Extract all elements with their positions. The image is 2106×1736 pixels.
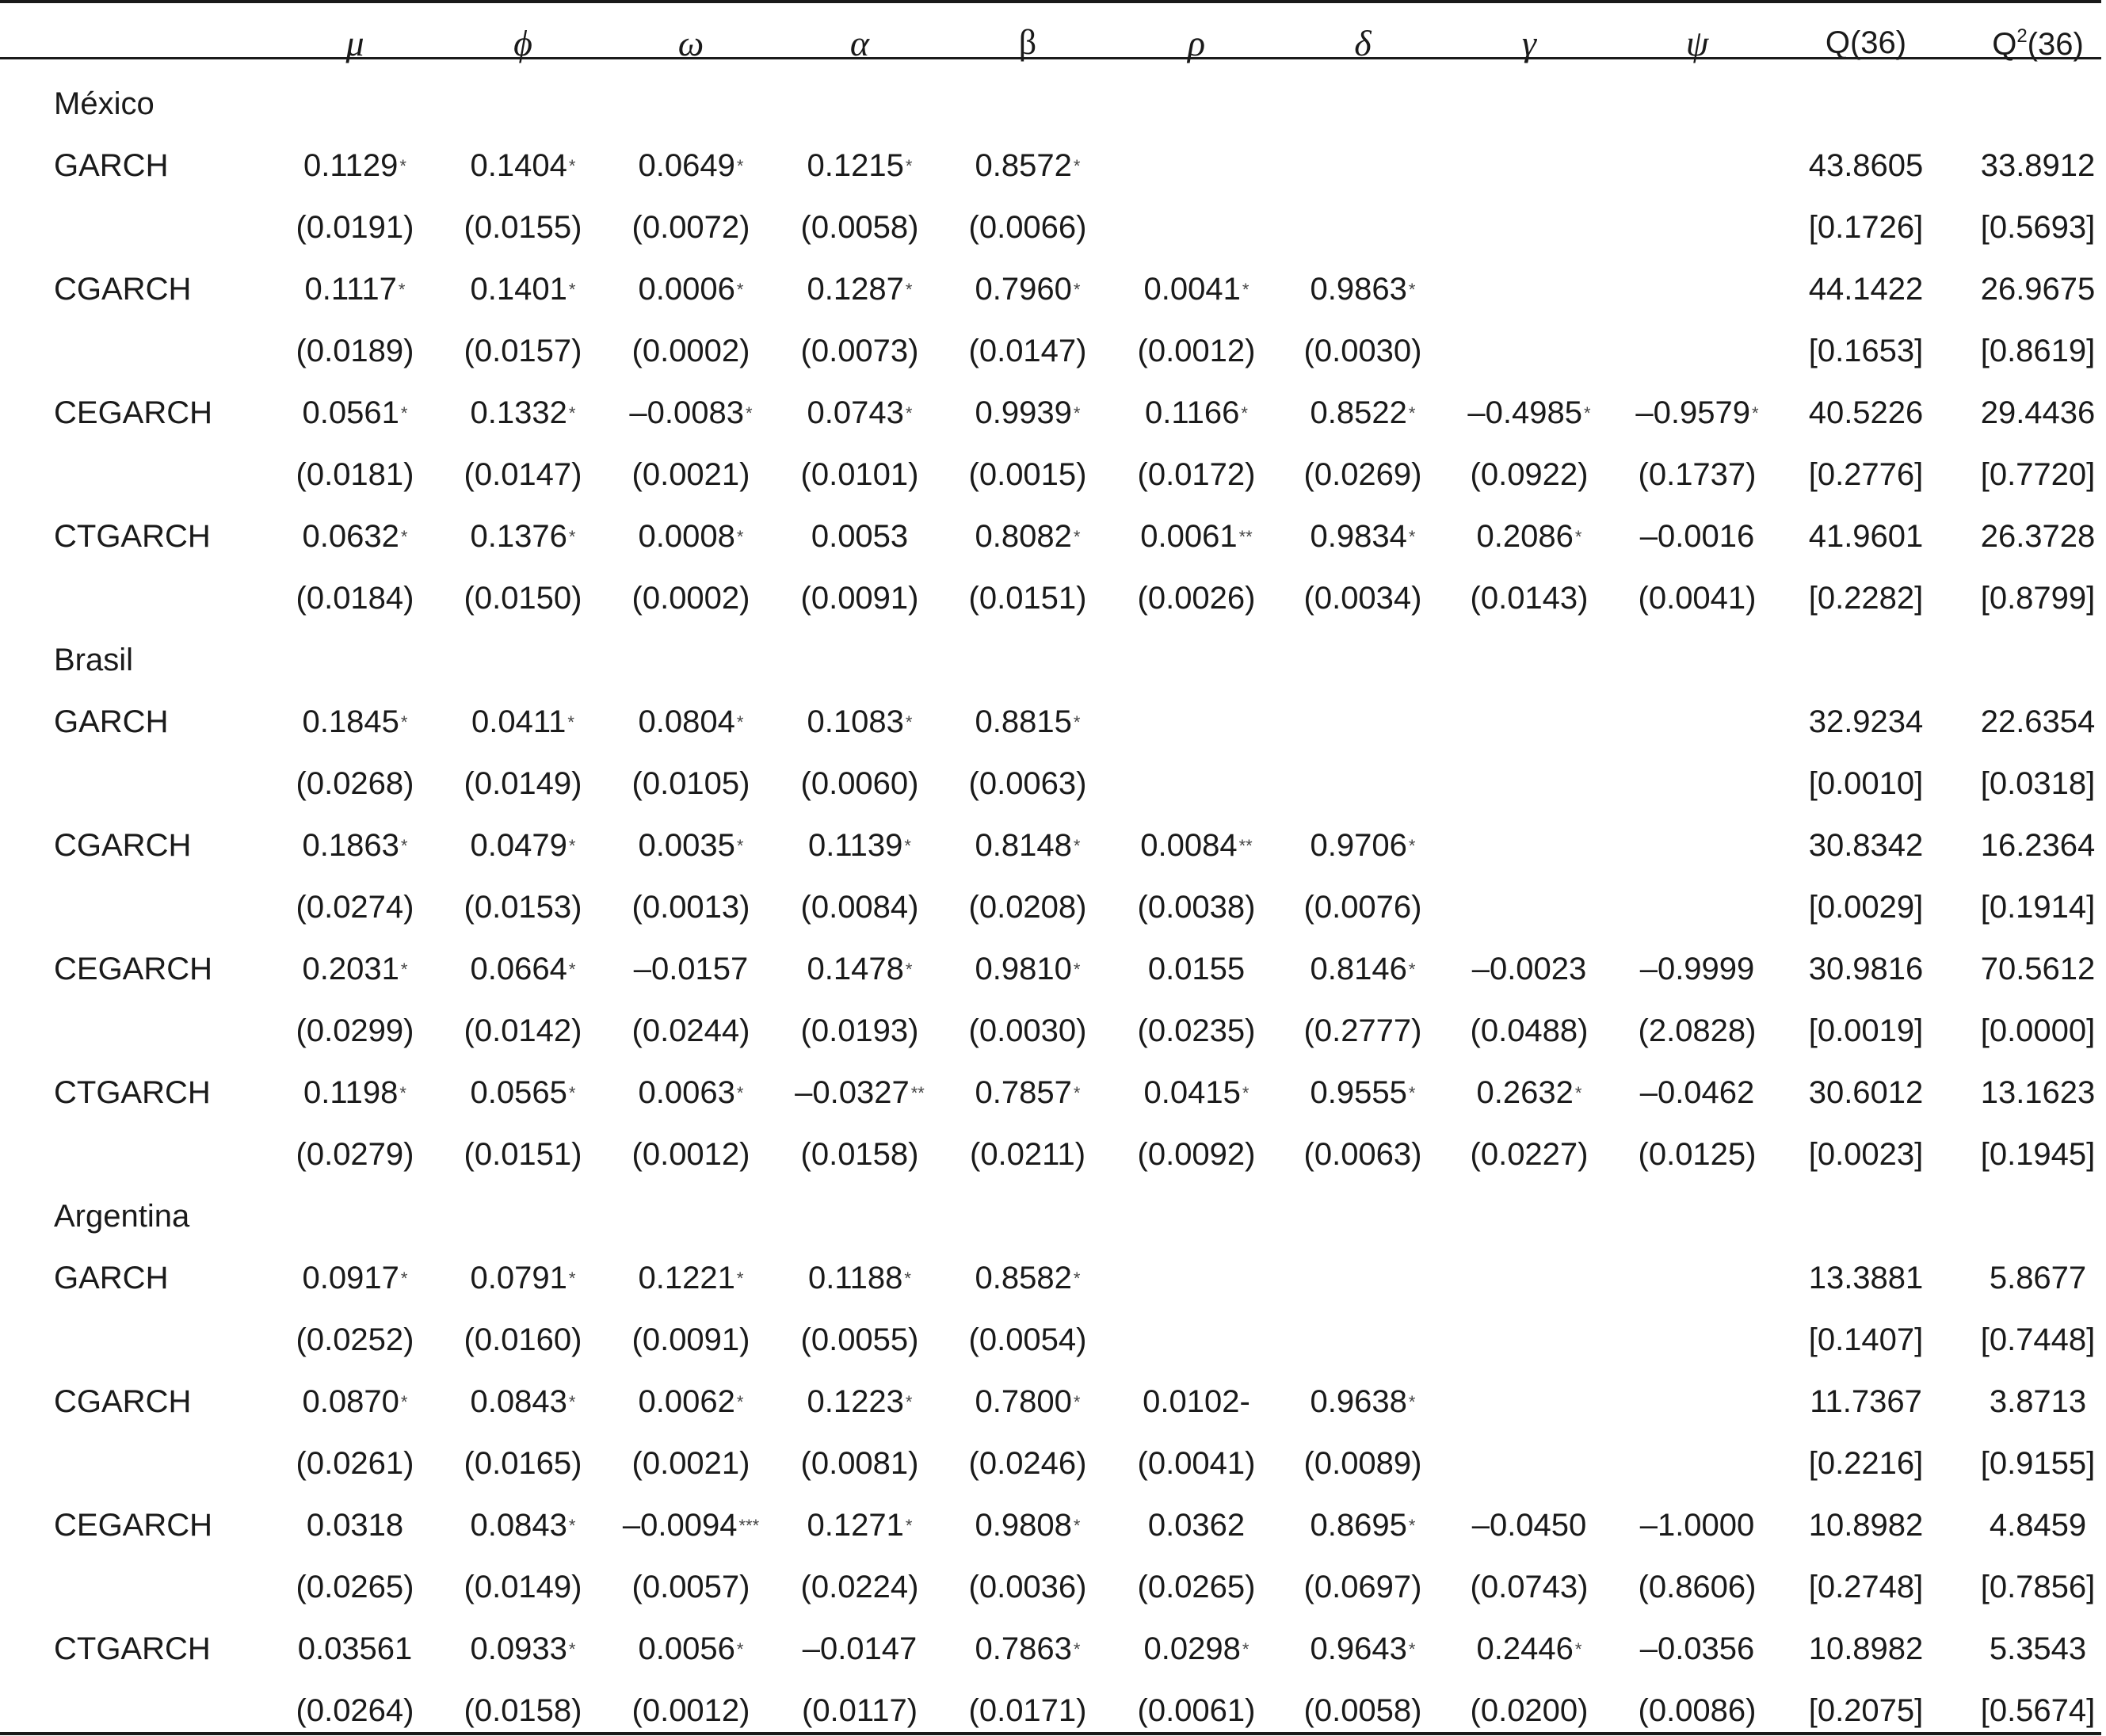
estimate-cell: 0.1863* xyxy=(302,828,408,863)
stderr-cell: (0.0246) xyxy=(968,1446,1087,1481)
stderr-cell: (0.0058) xyxy=(1303,1693,1422,1728)
estimate-cell: 0.03561 xyxy=(297,1631,413,1666)
stderr-cell: (0.0092) xyxy=(1137,1137,1256,1172)
stderr-cell: (0.0015) xyxy=(968,457,1087,492)
stderr-cell: (0.0041) xyxy=(1638,581,1757,616)
stderr-cell: [0.0318] xyxy=(1980,766,2096,801)
stderr-cell: [0.8799] xyxy=(1980,581,2096,616)
estimate-cell: 0.8146* xyxy=(1310,952,1416,986)
stderr-cell: (0.0244) xyxy=(631,1013,750,1048)
stderr-cell: [0.8619] xyxy=(1980,334,2096,368)
stderr-cell: (0.0012) xyxy=(1137,334,1256,368)
stderr-cell: (0.0058) xyxy=(800,210,919,245)
estimate-cell: –0.0450 xyxy=(1471,1508,1587,1543)
estimate-cell: 0.0917* xyxy=(302,1261,408,1295)
estimate-cell: –0.0356 xyxy=(1639,1631,1755,1666)
stderr-cell: (0.0158) xyxy=(464,1693,582,1728)
estimate-cell: 0.0041* xyxy=(1143,272,1249,307)
estimate-cell: 11.7367 xyxy=(1810,1384,1922,1419)
estimate-cell: 0.1271* xyxy=(807,1508,913,1543)
model-label: CEGARCH xyxy=(54,395,213,430)
estimate-cell: 0.0053 xyxy=(811,519,909,554)
estimate-cell: –0.9999 xyxy=(1639,952,1755,986)
model-label: CEGARCH xyxy=(54,1508,213,1543)
estimate-cell: –0.0083* xyxy=(629,395,753,430)
stderr-cell: [0.7448] xyxy=(1980,1322,2096,1357)
stderr-cell: (0.0055) xyxy=(800,1322,919,1357)
estimate-cell: 44.1422 xyxy=(1808,272,1924,307)
model-label: GARCH xyxy=(54,148,169,183)
stderr-cell: (0.0002) xyxy=(631,581,750,616)
stderr-cell: (0.2777) xyxy=(1303,1013,1422,1048)
stderr-cell: (0.0149) xyxy=(464,766,582,801)
stderr-cell: [0.1407] xyxy=(1808,1322,1924,1357)
estimate-cell: 0.9939* xyxy=(975,395,1081,430)
stderr-cell: [0.5693] xyxy=(1980,210,2096,245)
col-header-7: γ xyxy=(1521,23,1537,63)
stderr-cell: (0.0063) xyxy=(1303,1137,1422,1172)
estimate-cell: 0.1401* xyxy=(470,272,576,307)
estimate-cell: 32.9234 xyxy=(1808,704,1924,739)
stderr-cell: [0.0029] xyxy=(1808,890,1924,925)
stderr-cell: (0.0697) xyxy=(1303,1570,1422,1604)
stderr-cell: (0.0125) xyxy=(1638,1137,1757,1172)
estimate-cell: 0.8148* xyxy=(975,828,1081,863)
stderr-cell: (0.0261) xyxy=(296,1446,414,1481)
estimate-cell: 30.8342 xyxy=(1808,828,1924,863)
stderr-cell: [0.1726] xyxy=(1808,210,1924,245)
stderr-cell: (0.0153) xyxy=(464,890,582,925)
stderr-cell: [0.1914] xyxy=(1980,890,2096,925)
stderr-cell: (0.0211) xyxy=(969,1137,1086,1172)
col-header-0: μ xyxy=(345,23,364,63)
estimate-cell: 30.6012 xyxy=(1808,1075,1924,1110)
estimate-cell: 0.8082* xyxy=(975,519,1081,554)
stderr-cell: (0.0149) xyxy=(464,1570,582,1604)
stderr-cell: (0.0269) xyxy=(1303,457,1422,492)
estimate-cell: 0.0870* xyxy=(302,1384,408,1419)
stderr-cell: (0.0265) xyxy=(296,1570,414,1604)
stderr-cell: [0.2748] xyxy=(1808,1570,1924,1604)
stderr-cell: (0.0252) xyxy=(296,1322,414,1357)
estimate-cell: –0.4985* xyxy=(1467,395,1591,430)
estimate-cell: 10.8982 xyxy=(1808,1631,1924,1666)
estimate-cell: –0.0147 xyxy=(802,1631,918,1666)
header-rule xyxy=(0,57,2101,59)
stderr-cell: (0.0084) xyxy=(800,890,919,925)
stderr-cell: (0.0063) xyxy=(968,766,1087,801)
stderr-cell: (0.0142) xyxy=(464,1013,582,1048)
estimate-cell: 0.0362 xyxy=(1147,1508,1246,1543)
estimate-cell: 13.3881 xyxy=(1808,1261,1924,1295)
estimate-cell: 0.0632* xyxy=(302,519,408,554)
stderr-cell: (0.0265) xyxy=(1137,1570,1256,1604)
estimate-cell: 0.0298* xyxy=(1143,1631,1249,1666)
stderr-cell: (0.0200) xyxy=(1470,1693,1589,1728)
estimate-cell: 0.1198* xyxy=(303,1075,406,1110)
estimate-cell: 0.2086* xyxy=(1476,519,1582,554)
stderr-cell: (0.0012) xyxy=(631,1693,750,1728)
estimate-cell: 0.2031* xyxy=(302,952,408,986)
estimate-cell: 0.9863* xyxy=(1310,272,1416,307)
estimate-cell: 13.1623 xyxy=(1980,1075,2096,1110)
stderr-cell: (0.0181) xyxy=(296,457,414,492)
estimate-cell: –0.0094*** xyxy=(622,1508,760,1543)
stderr-cell: (2.0828) xyxy=(1638,1013,1757,1048)
stderr-cell: (0.0172) xyxy=(1137,457,1256,492)
section-title: Brasil xyxy=(54,643,134,677)
stderr-cell: (0.0091) xyxy=(800,581,919,616)
stderr-cell: [0.2075] xyxy=(1808,1693,1924,1728)
estimate-cell: 0.0804* xyxy=(638,704,744,739)
estimate-cell: 0.0008* xyxy=(638,519,744,554)
stderr-cell: (0.0235) xyxy=(1137,1013,1256,1048)
estimate-cell: 29.4436 xyxy=(1980,395,2096,430)
estimate-cell: 0.7857* xyxy=(975,1075,1081,1110)
estimate-cell: 26.9675 xyxy=(1980,272,2096,307)
estimate-cell: –1.0000 xyxy=(1639,1508,1755,1543)
estimate-cell: 0.1287* xyxy=(807,272,913,307)
section-title: México xyxy=(54,86,155,121)
stderr-cell: (0.0021) xyxy=(631,1446,750,1481)
stderr-cell: (0.0274) xyxy=(296,890,414,925)
estimate-cell: 0.9555* xyxy=(1310,1075,1416,1110)
stderr-cell: [0.1945] xyxy=(1980,1137,2096,1172)
estimate-cell: 0.2446* xyxy=(1476,1631,1582,1666)
stderr-cell: (0.0227) xyxy=(1470,1137,1589,1172)
estimate-cell: 0.1376* xyxy=(470,519,576,554)
bottom-rule xyxy=(0,1732,2101,1735)
stderr-cell: (0.0081) xyxy=(800,1446,919,1481)
estimate-cell: 0.0061** xyxy=(1140,519,1253,554)
col-header-2: ω xyxy=(677,23,704,63)
estimate-cell: 0.9638* xyxy=(1310,1384,1416,1419)
estimate-cell: 0.0664* xyxy=(470,952,576,986)
col-header-3: α xyxy=(849,23,870,63)
stderr-cell: (0.0101) xyxy=(800,457,919,492)
estimate-cell: 0.1129* xyxy=(303,148,406,183)
stderr-cell: [0.0000] xyxy=(1980,1013,2096,1048)
estimate-cell: 0.0561* xyxy=(302,395,408,430)
stderr-cell: [0.2282] xyxy=(1808,581,1924,616)
model-label: GARCH xyxy=(54,704,169,739)
stderr-cell: (0.0743) xyxy=(1470,1570,1589,1604)
estimate-cell: 16.2364 xyxy=(1980,828,2096,863)
estimate-cell: 0.1166* xyxy=(1145,395,1248,430)
estimate-cell: –0.0462 xyxy=(1639,1075,1755,1110)
estimate-cell: 0.1221* xyxy=(638,1261,744,1295)
stderr-cell: [0.7856] xyxy=(1980,1570,2096,1604)
stderr-cell: (0.0030) xyxy=(968,1013,1087,1048)
estimate-cell: 0.0056* xyxy=(638,1631,744,1666)
model-label: CEGARCH xyxy=(54,952,213,986)
estimate-cell: 70.5612 xyxy=(1980,952,2096,986)
estimate-cell: 0.7960* xyxy=(975,272,1081,307)
estimate-cell: 0.0102- xyxy=(1143,1384,1250,1419)
col-header-6: δ xyxy=(1354,23,1372,63)
col-header-1: ϕ xyxy=(513,23,532,63)
estimate-cell: 4.8459 xyxy=(1989,1508,2087,1543)
stderr-cell: (0.0026) xyxy=(1137,581,1256,616)
estimate-cell: 0.0649* xyxy=(638,148,744,183)
estimate-cell: 0.1188* xyxy=(808,1261,911,1295)
estimate-cell: 0.9643* xyxy=(1310,1631,1416,1666)
col-header-9: Q(36) xyxy=(1825,25,1907,60)
estimate-cell: 33.8912 xyxy=(1980,148,2096,183)
estimate-cell: 0.0063* xyxy=(638,1075,744,1110)
top-rule xyxy=(0,0,2101,3)
stderr-cell: (0.0150) xyxy=(464,581,582,616)
estimate-cell: 0.1478* xyxy=(807,952,913,986)
estimate-cell: 0.9706* xyxy=(1310,828,1416,863)
estimate-cell: 0.0479* xyxy=(470,828,576,863)
estimate-cell: 26.3728 xyxy=(1980,519,2096,554)
stderr-cell: (0.0488) xyxy=(1470,1013,1589,1048)
stderr-cell: (0.0076) xyxy=(1303,890,1422,925)
estimate-cell: –0.0157 xyxy=(633,952,749,986)
stderr-cell: [0.5674] xyxy=(1980,1693,2096,1728)
stderr-cell: (0.0922) xyxy=(1470,457,1589,492)
estimate-cell: 40.5226 xyxy=(1808,395,1924,430)
estimate-cell: 43.8605 xyxy=(1808,148,1924,183)
stderr-cell: (0.8606) xyxy=(1638,1570,1757,1604)
estimate-cell: 0.0084** xyxy=(1140,828,1253,863)
estimate-cell: 0.1215* xyxy=(807,148,913,183)
model-label: CGARCH xyxy=(54,272,192,307)
model-label: CGARCH xyxy=(54,828,192,863)
estimate-cell: 0.0035* xyxy=(638,828,744,863)
stderr-cell: (0.0299) xyxy=(296,1013,414,1048)
stderr-cell: [0.0010] xyxy=(1808,766,1924,801)
stderr-cell: [0.9155] xyxy=(1980,1446,2096,1481)
col-header-4: β xyxy=(1018,23,1037,62)
stderr-cell: [0.7720] xyxy=(1980,457,2096,492)
stderr-cell: (0.0157) xyxy=(464,334,582,368)
estimate-cell: 5.8677 xyxy=(1989,1261,2087,1295)
col-header-q2-36: $Q^2(36)$ xyxy=(1992,25,2084,62)
stderr-cell: (0.0061) xyxy=(1137,1693,1256,1728)
stderr-cell: (0.0089) xyxy=(1303,1446,1422,1481)
model-label: CGARCH xyxy=(54,1384,192,1419)
stderr-cell: (0.0147) xyxy=(968,334,1087,368)
estimate-cell: 0.9810* xyxy=(975,952,1081,986)
stderr-cell: [0.2216] xyxy=(1808,1446,1924,1481)
stderr-cell: [0.1653] xyxy=(1808,334,1924,368)
estimate-cell: 0.8815* xyxy=(975,704,1081,739)
estimate-cell: 0.8522* xyxy=(1310,395,1416,430)
estimate-cell: 0.0843* xyxy=(470,1384,576,1419)
estimate-cell: 0.1223* xyxy=(807,1384,913,1419)
estimate-cell: 0.0062* xyxy=(638,1384,744,1419)
estimate-cell: 0.1117* xyxy=(304,272,406,307)
section-title: Argentina xyxy=(54,1199,190,1234)
estimate-cell: 10.8982 xyxy=(1808,1508,1924,1543)
estimate-cell: 0.1083* xyxy=(807,704,913,739)
estimate-cell: 22.6354 xyxy=(1980,704,2096,739)
stderr-cell: (0.0184) xyxy=(296,581,414,616)
estimate-cell: –0.0327** xyxy=(795,1075,925,1110)
estimate-cell: 0.0006* xyxy=(638,272,744,307)
stderr-cell: (0.1737) xyxy=(1638,457,1757,492)
estimate-cell: 5.3543 xyxy=(1989,1631,2087,1666)
estimate-cell: 0.8582* xyxy=(975,1261,1081,1295)
estimate-cell: 0.0155 xyxy=(1147,952,1246,986)
stderr-cell: (0.0151) xyxy=(464,1137,582,1172)
stderr-cell: (0.0191) xyxy=(296,210,414,245)
estimate-cell: 0.1332* xyxy=(470,395,576,430)
stderr-cell: (0.0160) xyxy=(464,1322,582,1357)
estimate-cell: 3.8713 xyxy=(1989,1384,2087,1419)
stderr-cell: (0.0036) xyxy=(968,1570,1087,1604)
estimate-cell: 0.2632* xyxy=(1476,1075,1582,1110)
stderr-cell: [0.0019] xyxy=(1808,1013,1924,1048)
stderr-cell: (0.0155) xyxy=(464,210,582,245)
estimate-cell: 41.9601 xyxy=(1808,519,1924,554)
estimate-cell: –0.9579* xyxy=(1635,395,1759,430)
estimate-cell: 0.0415* xyxy=(1143,1075,1249,1110)
estimate-cell: 30.9816 xyxy=(1808,952,1924,986)
stderr-cell: (0.0264) xyxy=(296,1693,414,1728)
stderr-cell: (0.0012) xyxy=(631,1137,750,1172)
stderr-cell: (0.0057) xyxy=(631,1570,750,1604)
stderr-cell: (0.0041) xyxy=(1137,1446,1256,1481)
stderr-cell: (0.0002) xyxy=(631,334,750,368)
stderr-cell: (0.0060) xyxy=(800,766,919,801)
stderr-cell: (0.0086) xyxy=(1638,1693,1757,1728)
stderr-cell: (0.0030) xyxy=(1303,334,1422,368)
stderr-cell: (0.0072) xyxy=(631,210,750,245)
stderr-cell: (0.0268) xyxy=(296,766,414,801)
model-label: GARCH xyxy=(54,1261,169,1295)
estimate-cell: 0.1404* xyxy=(470,148,576,183)
estimate-cell: 0.0843* xyxy=(470,1508,576,1543)
estimate-cell: –0.0023 xyxy=(1471,952,1587,986)
model-label: CTGARCH xyxy=(54,519,211,554)
estimate-cell: 0.0933* xyxy=(470,1631,576,1666)
stderr-cell: (0.0208) xyxy=(968,890,1087,925)
stderr-cell: (0.0073) xyxy=(800,334,919,368)
model-label: CTGARCH xyxy=(54,1631,211,1666)
stderr-cell: (0.0054) xyxy=(968,1322,1087,1357)
stderr-cell: (0.0224) xyxy=(800,1570,919,1604)
estimate-cell: 0.9834* xyxy=(1310,519,1416,554)
estimate-cell: 0.8572* xyxy=(975,148,1081,183)
stderr-cell: [0.0023] xyxy=(1808,1137,1924,1172)
estimate-cell: 0.8695* xyxy=(1310,1508,1416,1543)
stderr-cell: (0.0066) xyxy=(968,210,1087,245)
estimate-cell: 0.1845* xyxy=(302,704,408,739)
estimate-cell: 0.0791* xyxy=(470,1261,576,1295)
stderr-cell: (0.0158) xyxy=(800,1137,919,1172)
stderr-cell: (0.0165) xyxy=(464,1446,582,1481)
estimate-cell: 0.0411* xyxy=(471,704,574,739)
estimate-cell: 0.0318 xyxy=(306,1508,404,1543)
stderr-cell: (0.0117) xyxy=(801,1693,918,1728)
estimate-cell: 0.7863* xyxy=(975,1631,1081,1666)
model-label: CTGARCH xyxy=(54,1075,211,1110)
estimate-cell: 0.1139* xyxy=(808,828,911,863)
stderr-cell: (0.0193) xyxy=(800,1013,919,1048)
stderr-cell: (0.0038) xyxy=(1137,890,1256,925)
stderr-cell: (0.0021) xyxy=(631,457,750,492)
col-header-5: ρ xyxy=(1187,23,1206,63)
stderr-cell: (0.0034) xyxy=(1303,581,1422,616)
stderr-cell: (0.0189) xyxy=(296,334,414,368)
stderr-cell: (0.0171) xyxy=(968,1693,1087,1728)
col-header-8: ψ xyxy=(1685,23,1709,63)
stderr-cell: (0.0151) xyxy=(968,581,1087,616)
stderr-cell: (0.0091) xyxy=(631,1322,750,1357)
stderr-cell: (0.0013) xyxy=(631,890,750,925)
stderr-cell: (0.0279) xyxy=(296,1137,414,1172)
stderr-cell: (0.0143) xyxy=(1470,581,1589,616)
estimate-cell: 0.7800* xyxy=(975,1384,1081,1419)
estimate-cell: –0.0016 xyxy=(1639,519,1755,554)
stderr-cell: [0.2776] xyxy=(1808,457,1924,492)
estimate-cell: 0.0743* xyxy=(807,395,913,430)
stderr-cell: (0.0147) xyxy=(464,457,582,492)
estimate-cell: 0.9808* xyxy=(975,1508,1081,1543)
estimate-cell: 0.0565* xyxy=(470,1075,576,1110)
stderr-cell: (0.0105) xyxy=(631,766,750,801)
